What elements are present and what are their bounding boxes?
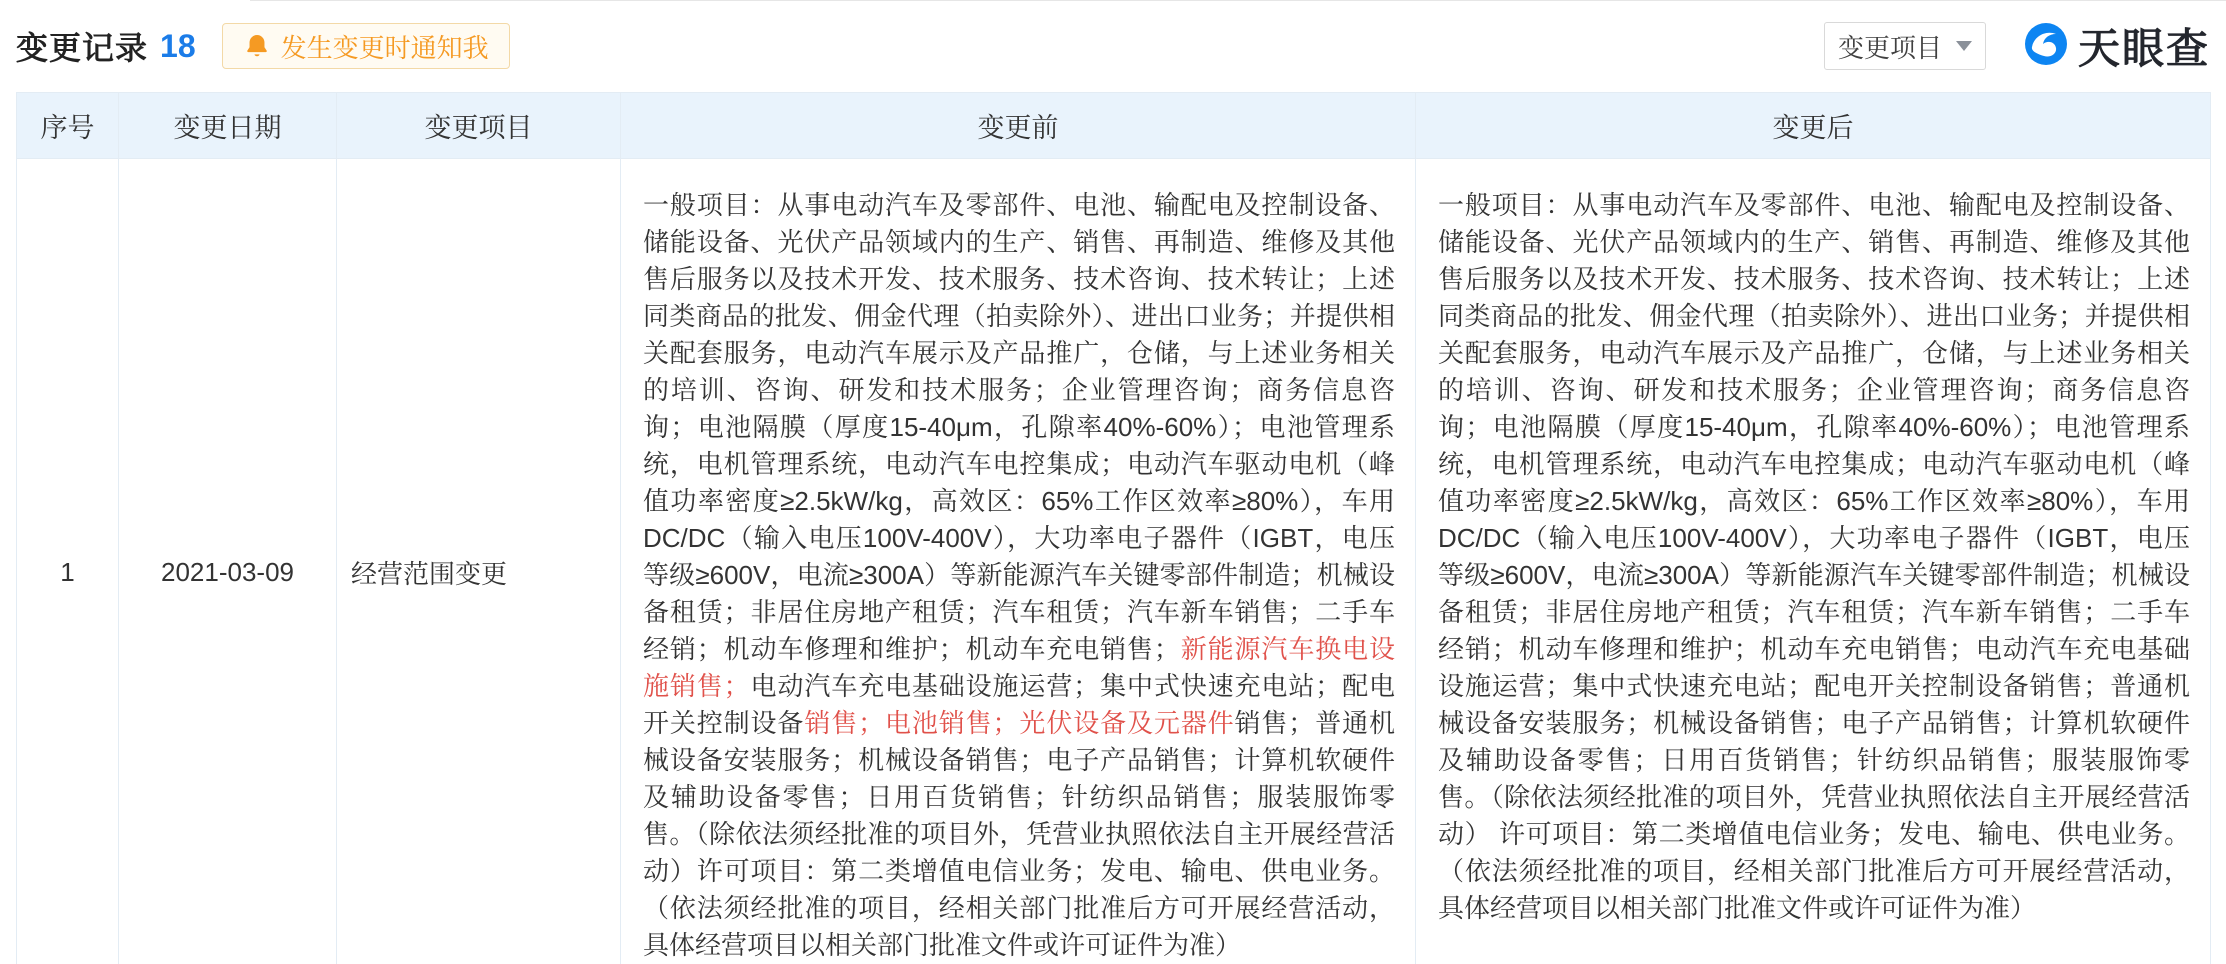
change-record-table <box>16 92 2211 964</box>
chevron-down-icon <box>1956 41 1972 51</box>
row-before-cell: 一般项目：从事电动汽车及零部件、电池、输配电及控制设备、储能设备、光伏产品领域内的生产、销售、再制造、维修及其他售后服务以及技术开发、技术服务、技术咨询、技术转让；上述同类商品的批发、佣金代理（拍卖除外）、进出口业务；并提供相关配套服务，电动汽车展示及产品推广，仓储，与上述业务相关的培训、咨询、研发和技术服务；企业管理咨询；商务信息咨询；电池隔膜（厚度15-40μm，孔隙率40%-60%）；电池管理系统，电机管理系统，电动汽车电控集成；电动汽车驱动电机（峰值功率密度≥2.5kW/kg，高效区：65%工作区效率≥80%），车用DC/DC（输入电压100V-400V），大功率电子器件（IGBT，电压等级≥600V，电流≥300A）等新能源汽车关键零部件制造；机械设备租赁；非居住房地产租赁；汽车租赁；汽车新车销售；二手车经销；机动车修理和维护；机动车充电销售；新能源汽车换电设施销售；电动汽车充电基础设施运营；集中式快速充电站；配电开关控制设备销售；电池销售；光伏设备及元器件销售；普通机械设备安装服务；机械设备销售；电子产品销售；计算机软硬件及辅助设备零售；日用百货销售；针纺织品销售；服装服饰零售。（除依法须经批准的项目外，凭营业执照依法自主开展经营活动）许可项目：第二类增值电信业务；发电、输电、供电业务。（依法须经批准的项目，经相关部门批准后方可开展经营活动，具体经营项目以相关部门批准文件或许可证件为准） <box>621 159 1416 964</box>
row-no-cell: 1 <box>17 159 119 964</box>
table-row <box>17 159 2211 964</box>
tianyancha-logo-icon <box>2022 20 2070 73</box>
row-after-cell: 一般项目：从事电动汽车及零部件、电池、输配电及控制设备、储能设备、光伏产品领域内的生产、销售、再制造、维修及其他售后服务以及技术开发、技术服务、技术咨询、技术转让；上述同类商品的批发、佣金代理（拍卖除外）、进出口业务；并提供相关配套服务，电动汽车展示及产品推广，仓储，与上述业务相关的培训、咨询、研发和技术服务；企业管理咨询；商务信息咨询；电池隔膜（厚度15-40μm，孔隙率40%-60%）；电池管理系统，电机管理系统，电动汽车电控集成；电动汽车驱动电机（峰值功率密度≥2.5kW/kg，高效区：65%工作区效率≥80%），车用DC/DC（输入电压100V-400V），大功率电子器件（IGBT，电压等级≥600V，电流≥300A）等新能源汽车关键零部件制造；机械设备租赁；非居住房地产租赁；汽车租赁；汽车新车销售；二手车经销；机动车修理和维护；机动车充电销售；电动汽车充电基础设施运营；集中式快速充电站；配电开关控制设备销售；普通机械设备安装服务；机械设备销售；电子产品销售；计算机软硬件及辅助设备零售；日用百货销售；针纺织品销售；服装服饰零售。（除依法须经批准的项目外，凭营业执照依法自主开展经营活动） 许可项目：第二类增值电信业务；发电、输电、供电业务。（依法须经批准的项目，经相关部门批准后方可开展经营活动，具体经营项目以相关部门批准文件或许可证件为准） <box>1416 159 2211 964</box>
record-count-badge: 18 <box>160 27 196 64</box>
column-header-after: 变更后 <box>1416 93 2211 159</box>
column-header-date: 变更日期 <box>119 93 337 159</box>
column-header-no: 序号 <box>17 93 119 159</box>
top-divider <box>250 0 2226 1</box>
notify-on-change-button[interactable] <box>222 23 510 69</box>
bell-icon <box>243 32 271 60</box>
row-date-cell: 2021-03-09 <box>119 159 337 964</box>
tianyancha-logo[interactable] <box>2022 16 2210 76</box>
brand-name: 天眼查 <box>2077 25 2210 72</box>
column-header-item: 变更项目 <box>337 93 621 159</box>
filter-dropdown-label: 变更项目 <box>1837 32 1942 63</box>
notify-button-label: 发生变更时通知我 <box>280 32 489 63</box>
page-title: 变更记录 <box>16 30 149 66</box>
column-header-before: 变更前 <box>621 93 1416 159</box>
row-item-cell: 经营范围变更 <box>337 159 621 964</box>
table-header-row <box>17 93 2211 159</box>
section-header <box>16 0 2210 70</box>
change-item-filter-dropdown[interactable] <box>1824 22 1986 70</box>
